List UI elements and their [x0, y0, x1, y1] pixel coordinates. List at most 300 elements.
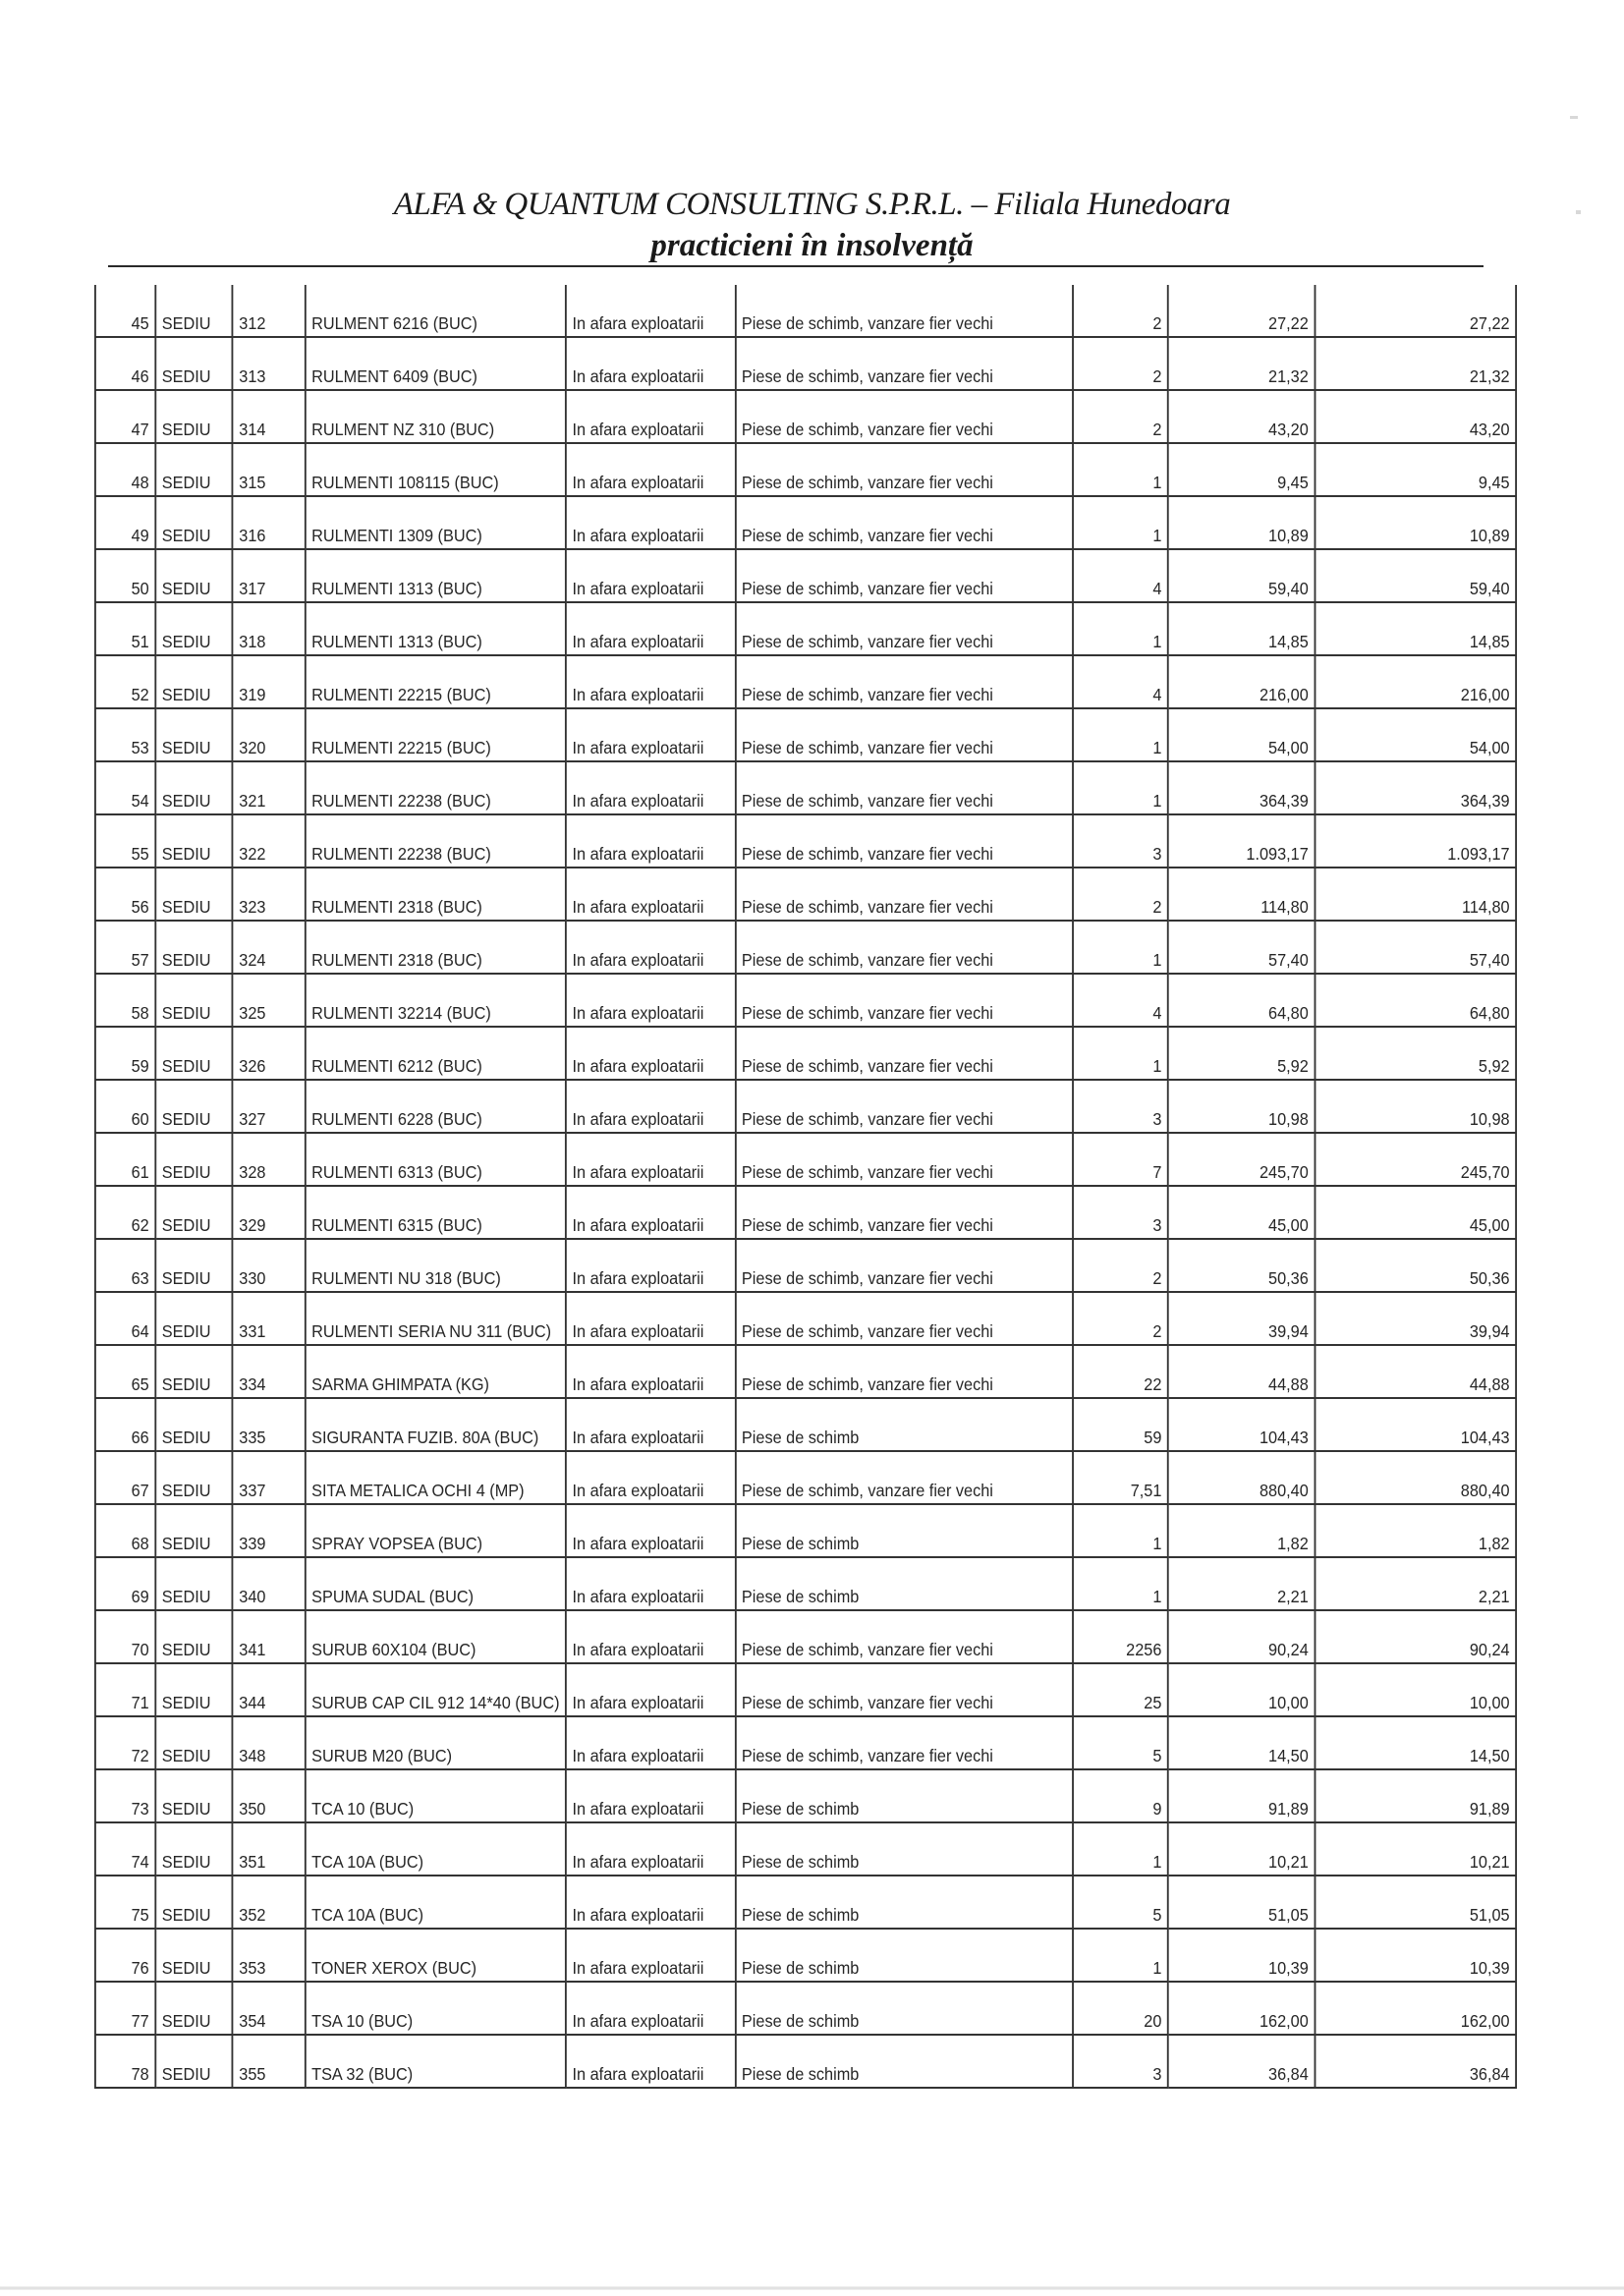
- quantity-cell: 5: [1073, 1876, 1168, 1929]
- destination-cell: Piese de schimb, vanzare fier vechi: [735, 443, 1073, 496]
- quantity-cell: 1: [1073, 496, 1168, 549]
- value-cell: 1.093,17: [1315, 814, 1516, 868]
- quantity-cell: 2: [1073, 1239, 1168, 1292]
- destination-cell: Piese de schimb: [735, 1398, 1073, 1451]
- table-row: [95, 1186, 1516, 1239]
- unit-price-cell: 36,84: [1168, 2035, 1315, 2088]
- location-cell: SEDIU: [155, 761, 233, 814]
- item-code-cell: 322: [233, 814, 306, 868]
- row-number-cell: 71: [95, 1663, 155, 1716]
- value-cell: 104,43: [1315, 1398, 1516, 1451]
- location-cell: SEDIU: [155, 2035, 233, 2088]
- header-divider: [108, 265, 1484, 267]
- scan-speck: [1570, 116, 1578, 119]
- value-cell: 36,84: [1315, 2035, 1516, 2088]
- quantity-cell: 20: [1073, 1982, 1168, 2035]
- location-cell: SEDIU: [155, 1663, 233, 1716]
- row-number-cell: 67: [95, 1451, 155, 1504]
- quantity-cell: 3: [1073, 1080, 1168, 1133]
- status-cell: In afara exploatarii: [566, 1345, 735, 1398]
- value-cell: 91,89: [1315, 1769, 1516, 1822]
- location-cell: SEDIU: [155, 868, 233, 921]
- item-name-cell: RULMENT 6409 (BUC): [306, 337, 566, 390]
- unit-price-cell: 104,43: [1168, 1398, 1315, 1451]
- destination-cell: Piese de schimb, vanzare fier vechi: [735, 1610, 1073, 1663]
- location-cell: SEDIU: [155, 1133, 233, 1186]
- status-cell: In afara exploatarii: [566, 708, 735, 761]
- item-code-cell: 335: [233, 1398, 306, 1451]
- item-name-cell: TCA 10A (BUC): [306, 1822, 566, 1876]
- row-number-cell: 59: [95, 1027, 155, 1080]
- location-cell: SEDIU: [155, 390, 233, 443]
- destination-cell: Piese de schimb: [735, 1982, 1073, 2035]
- table-row: [95, 814, 1516, 868]
- row-number-cell: 65: [95, 1345, 155, 1398]
- quantity-cell: 4: [1073, 549, 1168, 602]
- value-cell: 5,92: [1315, 1027, 1516, 1080]
- quantity-cell: 1: [1073, 1822, 1168, 1876]
- location-cell: SEDIU: [155, 496, 233, 549]
- table-row: [95, 443, 1516, 496]
- unit-price-cell: 10,00: [1168, 1663, 1315, 1716]
- unit-price-cell: 2,21: [1168, 1557, 1315, 1610]
- unit-price-cell: 59,40: [1168, 549, 1315, 602]
- status-cell: In afara exploatarii: [566, 1398, 735, 1451]
- destination-cell: Piese de schimb, vanzare fier vechi: [735, 708, 1073, 761]
- table-row: [95, 1080, 1516, 1133]
- quantity-cell: 7: [1073, 1133, 1168, 1186]
- item-code-cell: 331: [233, 1292, 306, 1345]
- table-row: [95, 1822, 1516, 1876]
- value-cell: 10,00: [1315, 1663, 1516, 1716]
- quantity-cell: 25: [1073, 1663, 1168, 1716]
- value-cell: 364,39: [1315, 761, 1516, 814]
- item-name-cell: SPRAY VOPSEA (BUC): [306, 1504, 566, 1557]
- item-code-cell: 319: [233, 655, 306, 708]
- status-cell: In afara exploatarii: [566, 1292, 735, 1345]
- item-name-cell: RULMENTI 22215 (BUC): [306, 708, 566, 761]
- item-name-cell: SARMA GHIMPATA (KG): [306, 1345, 566, 1398]
- table-row: [95, 2035, 1516, 2088]
- item-code-cell: 330: [233, 1239, 306, 1292]
- status-cell: In afara exploatarii: [566, 390, 735, 443]
- location-cell: SEDIU: [155, 1345, 233, 1398]
- destination-cell: Piese de schimb, vanzare fier vechi: [735, 1716, 1073, 1769]
- destination-cell: Piese de schimb, vanzare fier vechi: [735, 761, 1073, 814]
- item-name-cell: RULMENTI SERIA NU 311 (BUC): [306, 1292, 566, 1345]
- item-name-cell: TSA 10 (BUC): [306, 1982, 566, 2035]
- status-cell: In afara exploatarii: [566, 655, 735, 708]
- table-row: [95, 655, 1516, 708]
- row-number-cell: 66: [95, 1398, 155, 1451]
- item-name-cell: RULMENTI NU 318 (BUC): [306, 1239, 566, 1292]
- item-name-cell: RULMENTI 1313 (BUC): [306, 602, 566, 655]
- unit-price-cell: 50,36: [1168, 1239, 1315, 1292]
- table-row: [95, 1451, 1516, 1504]
- quantity-cell: 3: [1073, 814, 1168, 868]
- destination-cell: Piese de schimb, vanzare fier vechi: [735, 285, 1073, 337]
- item-name-cell: SPUMA SUDAL (BUC): [306, 1557, 566, 1610]
- item-name-cell: RULMENTI 22215 (BUC): [306, 655, 566, 708]
- item-name-cell: TONER XEROX (BUC): [306, 1929, 566, 1982]
- table-row: [95, 1557, 1516, 1610]
- unit-price-cell: 5,92: [1168, 1027, 1315, 1080]
- item-code-cell: 327: [233, 1080, 306, 1133]
- item-code-cell: 340: [233, 1557, 306, 1610]
- quantity-cell: 9: [1073, 1769, 1168, 1822]
- company-title: ALFA & QUANTUM CONSULTING S.P.R.L. – Filiala Hunedoara: [393, 187, 1231, 222]
- destination-cell: Piese de schimb: [735, 2035, 1073, 2088]
- unit-price-cell: 39,94: [1168, 1292, 1315, 1345]
- table-row: [95, 1292, 1516, 1345]
- unit-price-cell: 216,00: [1168, 655, 1315, 708]
- status-cell: In afara exploatarii: [566, 1716, 735, 1769]
- destination-cell: Piese de schimb, vanzare fier vechi: [735, 1663, 1073, 1716]
- destination-cell: Piese de schimb, vanzare fier vechi: [735, 390, 1073, 443]
- destination-cell: Piese de schimb, vanzare fier vechi: [735, 496, 1073, 549]
- row-number-cell: 50: [95, 549, 155, 602]
- item-code-cell: 317: [233, 549, 306, 602]
- table-row: [95, 974, 1516, 1027]
- status-cell: In afara exploatarii: [566, 1080, 735, 1133]
- table-row: [95, 1345, 1516, 1398]
- status-cell: In afara exploatarii: [566, 1239, 735, 1292]
- item-code-cell: 350: [233, 1769, 306, 1822]
- quantity-cell: 2256: [1073, 1610, 1168, 1663]
- scan-edge: [0, 2286, 1624, 2290]
- item-code-cell: 355: [233, 2035, 306, 2088]
- unit-price-cell: 91,89: [1168, 1769, 1315, 1822]
- location-cell: SEDIU: [155, 1822, 233, 1876]
- inventory-table: [94, 285, 1517, 2089]
- item-name-cell: RULMENTI 32214 (BUC): [306, 974, 566, 1027]
- destination-cell: Piese de schimb, vanzare fier vechi: [735, 868, 1073, 921]
- item-code-cell: 344: [233, 1663, 306, 1716]
- value-cell: 21,32: [1315, 337, 1516, 390]
- item-name-cell: SIGURANTA FUZIB. 80A (BUC): [306, 1398, 566, 1451]
- unit-price-cell: 54,00: [1168, 708, 1315, 761]
- value-cell: 59,40: [1315, 549, 1516, 602]
- item-name-cell: RULMENTI 6315 (BUC): [306, 1186, 566, 1239]
- location-cell: SEDIU: [155, 1769, 233, 1822]
- unit-price-cell: 90,24: [1168, 1610, 1315, 1663]
- table-row: [95, 1133, 1516, 1186]
- location-cell: SEDIU: [155, 1557, 233, 1610]
- location-cell: SEDIU: [155, 708, 233, 761]
- status-cell: In afara exploatarii: [566, 868, 735, 921]
- item-code-cell: 353: [233, 1929, 306, 1982]
- item-code-cell: 334: [233, 1345, 306, 1398]
- item-name-cell: SURUB CAP CIL 912 14*40 (BUC): [306, 1663, 566, 1716]
- destination-cell: Piese de schimb, vanzare fier vechi: [735, 921, 1073, 974]
- quantity-cell: 5: [1073, 1716, 1168, 1769]
- status-cell: In afara exploatarii: [566, 921, 735, 974]
- item-name-cell: RULMENTI 22238 (BUC): [306, 814, 566, 868]
- table-row: [95, 1398, 1516, 1451]
- status-cell: In afara exploatarii: [566, 761, 735, 814]
- row-number-cell: 56: [95, 868, 155, 921]
- status-cell: In afara exploatarii: [566, 1610, 735, 1663]
- location-cell: SEDIU: [155, 1610, 233, 1663]
- item-code-cell: 320: [233, 708, 306, 761]
- unit-price-cell: 27,22: [1168, 285, 1315, 337]
- unit-price-cell: 14,85: [1168, 602, 1315, 655]
- location-cell: SEDIU: [155, 1292, 233, 1345]
- location-cell: SEDIU: [155, 549, 233, 602]
- item-name-cell: RULMENTI 2318 (BUC): [306, 921, 566, 974]
- status-cell: In afara exploatarii: [566, 496, 735, 549]
- value-cell: 51,05: [1315, 1876, 1516, 1929]
- value-cell: 880,40: [1315, 1451, 1516, 1504]
- item-code-cell: 312: [233, 285, 306, 337]
- row-number-cell: 75: [95, 1876, 155, 1929]
- value-cell: 14,50: [1315, 1716, 1516, 1769]
- unit-price-cell: 245,70: [1168, 1133, 1315, 1186]
- location-cell: SEDIU: [155, 655, 233, 708]
- item-code-cell: 318: [233, 602, 306, 655]
- destination-cell: Piese de schimb, vanzare fier vechi: [735, 549, 1073, 602]
- row-number-cell: 49: [95, 496, 155, 549]
- value-cell: 44,88: [1315, 1345, 1516, 1398]
- destination-cell: Piese de schimb, vanzare fier vechi: [735, 814, 1073, 868]
- row-number-cell: 63: [95, 1239, 155, 1292]
- unit-price-cell: 43,20: [1168, 390, 1315, 443]
- row-number-cell: 52: [95, 655, 155, 708]
- item-code-cell: 314: [233, 390, 306, 443]
- table-row: [95, 285, 1516, 337]
- company-subtitle: practicieni în insolvență: [650, 228, 974, 263]
- value-cell: 43,20: [1315, 390, 1516, 443]
- unit-price-cell: 9,45: [1168, 443, 1315, 496]
- destination-cell: Piese de schimb: [735, 1876, 1073, 1929]
- item-code-cell: 329: [233, 1186, 306, 1239]
- table-row: [95, 1504, 1516, 1557]
- item-name-cell: TCA 10A (BUC): [306, 1876, 566, 1929]
- location-cell: SEDIU: [155, 814, 233, 868]
- item-code-cell: 354: [233, 1982, 306, 2035]
- item-name-cell: RULMENTI 6228 (BUC): [306, 1080, 566, 1133]
- status-cell: In afara exploatarii: [566, 443, 735, 496]
- table-row: [95, 1027, 1516, 1080]
- row-number-cell: 69: [95, 1557, 155, 1610]
- unit-price-cell: 1,82: [1168, 1504, 1315, 1557]
- quantity-cell: 2: [1073, 1292, 1168, 1345]
- location-cell: SEDIU: [155, 285, 233, 337]
- table-row: [95, 602, 1516, 655]
- status-cell: In afara exploatarii: [566, 1186, 735, 1239]
- row-number-cell: 70: [95, 1610, 155, 1663]
- location-cell: SEDIU: [155, 602, 233, 655]
- value-cell: 10,89: [1315, 496, 1516, 549]
- value-cell: 216,00: [1315, 655, 1516, 708]
- inventory-table-body: [95, 285, 1516, 2088]
- table-row: [95, 868, 1516, 921]
- item-name-cell: SURUB M20 (BUC): [306, 1716, 566, 1769]
- value-cell: 54,00: [1315, 708, 1516, 761]
- quantity-cell: 4: [1073, 974, 1168, 1027]
- row-number-cell: 58: [95, 974, 155, 1027]
- value-cell: 27,22: [1315, 285, 1516, 337]
- unit-price-cell: 14,50: [1168, 1716, 1315, 1769]
- location-cell: SEDIU: [155, 974, 233, 1027]
- table-row: [95, 1716, 1516, 1769]
- location-cell: SEDIU: [155, 1876, 233, 1929]
- status-cell: In afara exploatarii: [566, 1982, 735, 2035]
- location-cell: SEDIU: [155, 1186, 233, 1239]
- row-number-cell: 46: [95, 337, 155, 390]
- item-code-cell: 339: [233, 1504, 306, 1557]
- item-name-cell: RULMENTI 2318 (BUC): [306, 868, 566, 921]
- value-cell: 2,21: [1315, 1557, 1516, 1610]
- row-number-cell: 62: [95, 1186, 155, 1239]
- item-code-cell: 352: [233, 1876, 306, 1929]
- row-number-cell: 73: [95, 1769, 155, 1822]
- item-code-cell: 324: [233, 921, 306, 974]
- item-name-cell: SURUB 60X104 (BUC): [306, 1610, 566, 1663]
- unit-price-cell: 44,88: [1168, 1345, 1315, 1398]
- table-row: [95, 390, 1516, 443]
- row-number-cell: 60: [95, 1080, 155, 1133]
- table-row: [95, 1769, 1516, 1822]
- item-code-cell: 348: [233, 1716, 306, 1769]
- item-code-cell: 313: [233, 337, 306, 390]
- quantity-cell: 3: [1073, 1186, 1168, 1239]
- item-name-cell: TCA 10 (BUC): [306, 1769, 566, 1822]
- location-cell: SEDIU: [155, 1080, 233, 1133]
- unit-price-cell: 10,89: [1168, 496, 1315, 549]
- item-code-cell: 341: [233, 1610, 306, 1663]
- quantity-cell: 1: [1073, 1557, 1168, 1610]
- table-row: [95, 708, 1516, 761]
- item-code-cell: 337: [233, 1451, 306, 1504]
- scan-speck: [1576, 210, 1581, 214]
- destination-cell: Piese de schimb: [735, 1822, 1073, 1876]
- item-code-cell: 315: [233, 443, 306, 496]
- unit-price-cell: 10,98: [1168, 1080, 1315, 1133]
- value-cell: 57,40: [1315, 921, 1516, 974]
- destination-cell: Piese de schimb: [735, 1504, 1073, 1557]
- quantity-cell: 1: [1073, 921, 1168, 974]
- row-number-cell: 57: [95, 921, 155, 974]
- value-cell: 90,24: [1315, 1610, 1516, 1663]
- unit-price-cell: 1.093,17: [1168, 814, 1315, 868]
- value-cell: 245,70: [1315, 1133, 1516, 1186]
- status-cell: In afara exploatarii: [566, 337, 735, 390]
- table-row: [95, 1610, 1516, 1663]
- location-cell: SEDIU: [155, 1716, 233, 1769]
- status-cell: In afara exploatarii: [566, 1027, 735, 1080]
- status-cell: In afara exploatarii: [566, 814, 735, 868]
- status-cell: In afara exploatarii: [566, 1929, 735, 1982]
- unit-price-cell: 162,00: [1168, 1982, 1315, 2035]
- location-cell: SEDIU: [155, 1451, 233, 1504]
- status-cell: In afara exploatarii: [566, 974, 735, 1027]
- value-cell: 50,36: [1315, 1239, 1516, 1292]
- destination-cell: Piese de schimb, vanzare fier vechi: [735, 1027, 1073, 1080]
- destination-cell: Piese de schimb: [735, 1769, 1073, 1822]
- destination-cell: Piese de schimb, vanzare fier vechi: [735, 1345, 1073, 1398]
- row-number-cell: 45: [95, 285, 155, 337]
- table-row: [95, 761, 1516, 814]
- value-cell: 14,85: [1315, 602, 1516, 655]
- quantity-cell: 1: [1073, 708, 1168, 761]
- quantity-cell: 3: [1073, 2035, 1168, 2088]
- quantity-cell: 1: [1073, 1027, 1168, 1080]
- row-number-cell: 77: [95, 1982, 155, 2035]
- quantity-cell: 1: [1073, 1929, 1168, 1982]
- status-cell: In afara exploatarii: [566, 549, 735, 602]
- quantity-cell: 1: [1073, 761, 1168, 814]
- quantity-cell: 1: [1073, 1504, 1168, 1557]
- location-cell: SEDIU: [155, 1504, 233, 1557]
- quantity-cell: 2: [1073, 285, 1168, 337]
- item-code-cell: 321: [233, 761, 306, 814]
- unit-price-cell: 10,21: [1168, 1822, 1315, 1876]
- item-code-cell: 323: [233, 868, 306, 921]
- location-cell: SEDIU: [155, 1398, 233, 1451]
- destination-cell: Piese de schimb, vanzare fier vechi: [735, 337, 1073, 390]
- table-row: [95, 921, 1516, 974]
- value-cell: 45,00: [1315, 1186, 1516, 1239]
- table-row: [95, 1239, 1516, 1292]
- unit-price-cell: 51,05: [1168, 1876, 1315, 1929]
- destination-cell: Piese de schimb, vanzare fier vechi: [735, 1292, 1073, 1345]
- unit-price-cell: 45,00: [1168, 1186, 1315, 1239]
- item-code-cell: 328: [233, 1133, 306, 1186]
- table-row: [95, 1982, 1516, 2035]
- row-number-cell: 76: [95, 1929, 155, 1982]
- status-cell: In afara exploatarii: [566, 2035, 735, 2088]
- status-cell: In afara exploatarii: [566, 1504, 735, 1557]
- status-cell: In afara exploatarii: [566, 1451, 735, 1504]
- location-cell: SEDIU: [155, 1982, 233, 2035]
- unit-price-cell: 114,80: [1168, 868, 1315, 921]
- row-number-cell: 51: [95, 602, 155, 655]
- item-name-cell: RULMENTI 108115 (BUC): [306, 443, 566, 496]
- quantity-cell: 1: [1073, 443, 1168, 496]
- row-number-cell: 48: [95, 443, 155, 496]
- unit-price-cell: 10,39: [1168, 1929, 1315, 1982]
- quantity-cell: 2: [1073, 390, 1168, 443]
- item-name-cell: TSA 32 (BUC): [306, 2035, 566, 2088]
- unit-price-cell: 21,32: [1168, 337, 1315, 390]
- destination-cell: Piese de schimb: [735, 1557, 1073, 1610]
- unit-price-cell: 364,39: [1168, 761, 1315, 814]
- row-number-cell: 53: [95, 708, 155, 761]
- item-name-cell: RULMENTI 1313 (BUC): [306, 549, 566, 602]
- quantity-cell: 2: [1073, 337, 1168, 390]
- location-cell: SEDIU: [155, 921, 233, 974]
- value-cell: 1,82: [1315, 1504, 1516, 1557]
- location-cell: SEDIU: [155, 1929, 233, 1982]
- status-cell: In afara exploatarii: [566, 285, 735, 337]
- item-code-cell: 351: [233, 1822, 306, 1876]
- destination-cell: Piese de schimb, vanzare fier vechi: [735, 1239, 1073, 1292]
- status-cell: In afara exploatarii: [566, 602, 735, 655]
- quantity-cell: 1: [1073, 602, 1168, 655]
- item-name-cell: RULMENTI 6212 (BUC): [306, 1027, 566, 1080]
- status-cell: In afara exploatarii: [566, 1876, 735, 1929]
- unit-price-cell: 57,40: [1168, 921, 1315, 974]
- row-number-cell: 47: [95, 390, 155, 443]
- item-name-cell: RULMENTI 1309 (BUC): [306, 496, 566, 549]
- quantity-cell: 2: [1073, 868, 1168, 921]
- destination-cell: Piese de schimb, vanzare fier vechi: [735, 655, 1073, 708]
- status-cell: In afara exploatarii: [566, 1769, 735, 1822]
- item-code-cell: 325: [233, 974, 306, 1027]
- status-cell: In afara exploatarii: [566, 1822, 735, 1876]
- destination-cell: Piese de schimb, vanzare fier vechi: [735, 1186, 1073, 1239]
